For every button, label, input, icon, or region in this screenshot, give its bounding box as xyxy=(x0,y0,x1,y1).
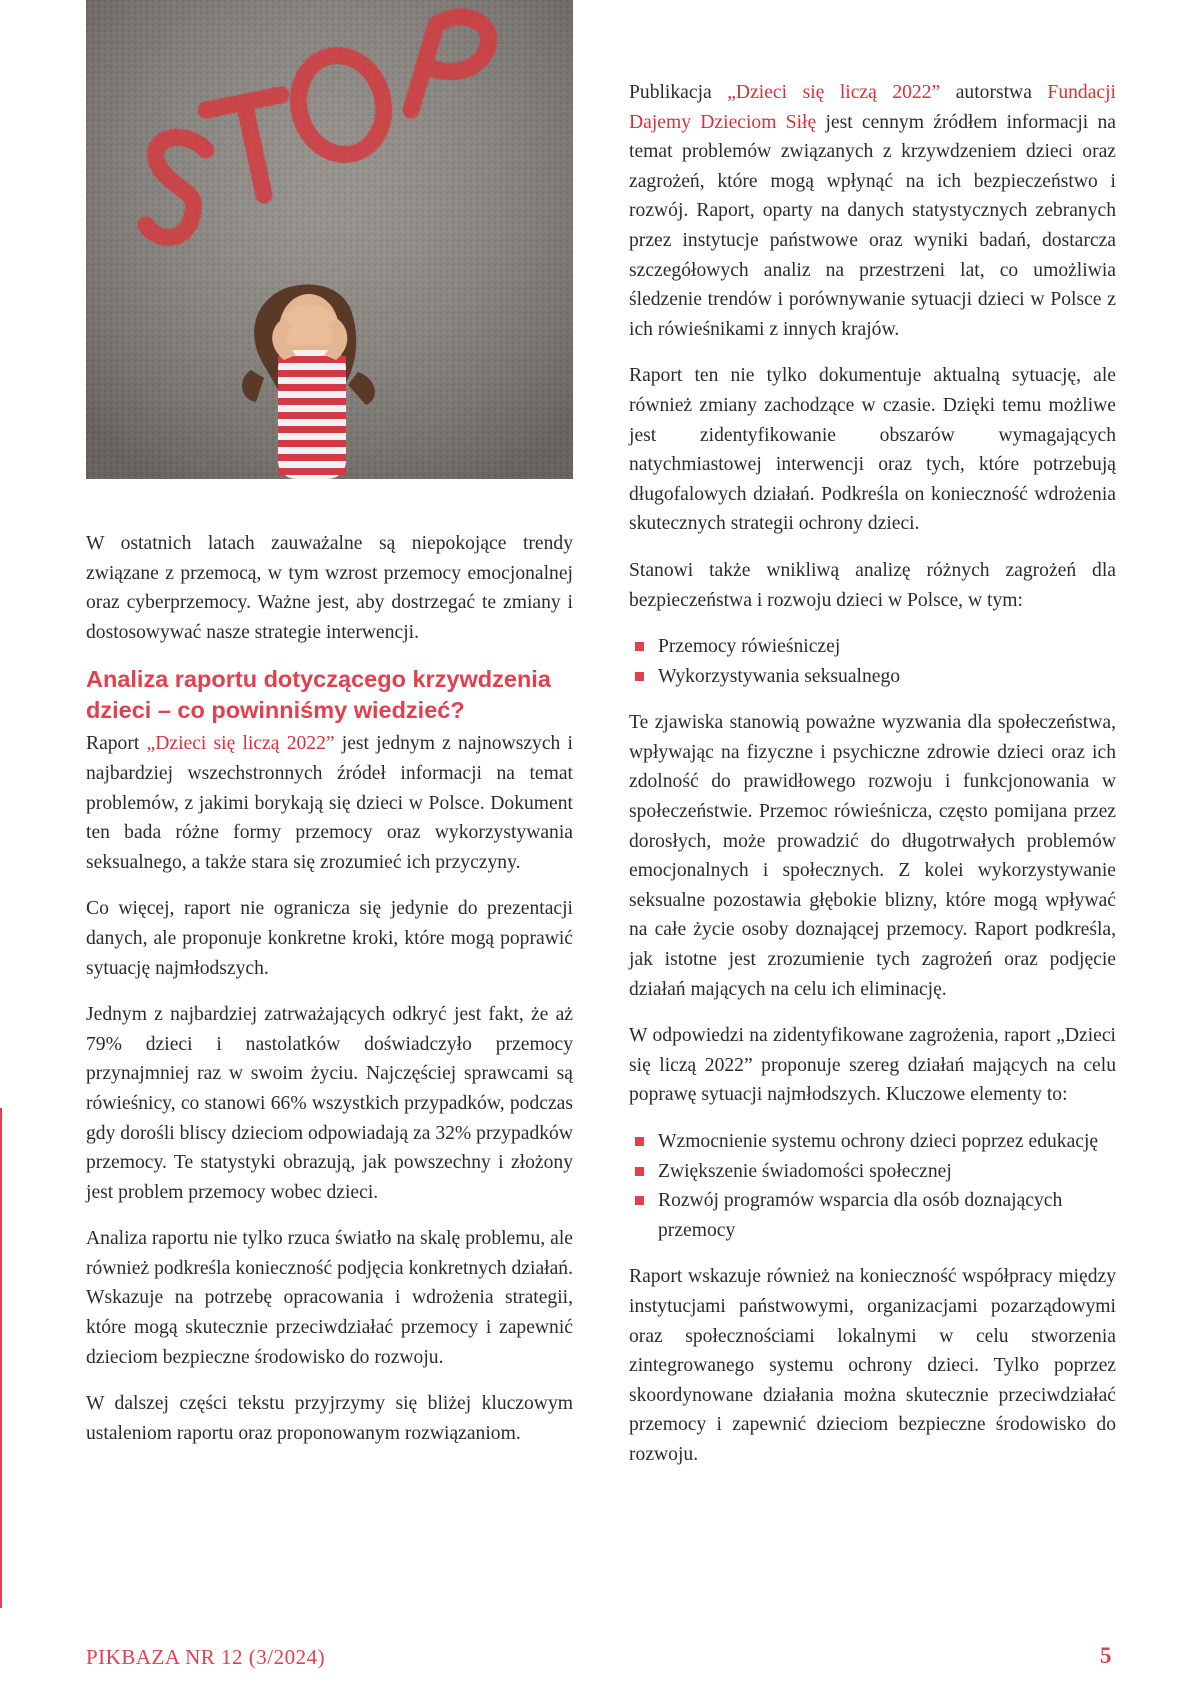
left-column xyxy=(86,529,573,1448)
paragraph-challenges: Te zjawiska stanowią poważne wyzwania dla społeczeństwa, wpływając na fizyczne i psychiczne zdrowie dzieci oraz ich zdolność do prawidłowego rozwoju i funkcjonowania w społeczeństwie. Przemoc rówieśnicza, często pomijana przez dorosłych, może prowadzić do długotrwałych problemów emocjonalnych i społecznych. Z kolei wykorzystywanie seksualne pozostawia głębokie blizny, które mogą wpływać na całe życie osoby doznającej przemocy. Raport podkreśla, jak istotne jest zrozumienie tych zagrożeń oraz podjęcie działań mających na celu ich eliminację. xyxy=(629,712,1116,1000)
list-item-label: Wzmocnienie systemu ochrony dzieci poprzez edukację xyxy=(658,1131,1099,1152)
publication-paragraph xyxy=(629,78,1116,344)
list-item xyxy=(629,1157,1116,1187)
left-edge-rule xyxy=(0,1108,2,1608)
magazine-issue-label: PIKBAZA NR 12 (3/2024) xyxy=(86,1645,326,1669)
list-item-label: Wykorzystywania seksualnego xyxy=(658,665,901,687)
list-item-label: Zwiększenie świadomości społecznej xyxy=(658,1160,952,1182)
section-heading-line1: Analiza raportu dotyczącego krzywdzenia xyxy=(86,666,551,693)
paragraph-threats-intro: Stanowi także wnikliwą analizę różnych zagrożeń dla bezpieczeństwa i rozwoju dzieci w Polsce, w tym: xyxy=(629,559,1116,611)
paragraph-cooperation: Raport wskazuje również na konieczność współpracy między instytucjami państwowymi, organizacjami pozarządowymi oraz społecznościami lokalnymi w celu stworzenia zintegrowanego systemu ochrony dzieci. Tylko poprzez skoordynowane działania można skutecznie przeciwdziałać przemocy i zapewnić dzieciom bezpieczne środowisko do rozwoju. xyxy=(629,1266,1116,1465)
list-item xyxy=(629,1127,1116,1157)
paragraph-analysis: Analiza raportu nie tylko rzuca światło na skalę problemu, ale również podkreśla konieczność podjęcia konkretnych działań. Wskazuje na potrzebę opracowania i wdrożenia strategii, które mogą skutecznie przeciwdziałać przemocy i zapewnić dzieciom bezpieczne środowisko do rozwoju. xyxy=(86,1228,573,1368)
key-elements-list xyxy=(629,1127,1116,1245)
threats-list xyxy=(629,632,1116,691)
text-fragment: jest cennym źródłem informacji na temat problemów związanych z krzywdzeniem dzieci oraz zagrożeń, które mogą wpłynąć na ich bezpieczeństwo i rozwój. Raport, oparty na danych statystycznych zebranych przez instytucje państwowe oraz wyniki badań, dostarcza szczegółowych analiz na przestrzeni lat, co umożliwia śledzenie trendów i porównywanie sytuacji dzieci w Polsce z ich rówieśnikami z innych krajów. xyxy=(629,111,1116,340)
report-title-highlight: „Dzieci się liczą 2022” xyxy=(146,733,335,755)
report-intro-paragraph xyxy=(86,729,573,877)
text-fragment: Publikacja xyxy=(629,82,728,103)
list-item xyxy=(629,632,1116,662)
bullet-square-icon xyxy=(635,1167,644,1176)
page-number: 5 xyxy=(1100,1643,1112,1668)
section-heading-line2: dzieci – co powinniśmy wiedzieć? xyxy=(86,697,465,724)
article-photo xyxy=(86,0,573,479)
paragraph-outlook: W dalszej części tekstu przyjrzymy się bliżej kluczowym ustaleniom raportu oraz proponowanym rozwiązaniom. xyxy=(86,1393,573,1444)
bullet-square-icon xyxy=(635,1137,644,1146)
section-heading xyxy=(86,664,573,726)
text-fragment: autorstwa xyxy=(940,82,1048,103)
bullet-square-icon xyxy=(635,672,644,681)
list-item-label: Rozwój programów wsparcia dla osób doznających przemocy xyxy=(658,1190,1063,1241)
text-fragment: jest jednym z najnowszych i najbardziej wszechstronnych źródeł informacji na temat problemów, z jakimi borykają się dzieci w Polsce. Dokument ten bada różne formy przemocy oraz wykorzystywania seksualnego, a także stara się zrozumieć ich przyczyny. xyxy=(86,733,573,873)
intro-paragraph: W ostatnich latach zauważalne są niepokojące trendy związane z przemocą, w tym wzrost przemocy emocjonalnej oraz cyberprzemocy. Ważne jest, aby dostrzegać te zmiany i dostosowywać nasze strategie interwencji. xyxy=(86,533,573,643)
right-column xyxy=(629,78,1116,1470)
report-title-highlight: „Dzieci się liczą 2022” xyxy=(727,82,941,103)
foundation-name-highlight: Fundacji Dajemy Dzieciom Siłę xyxy=(629,82,1116,133)
bullet-square-icon xyxy=(635,642,644,651)
bullet-square-icon xyxy=(635,1196,644,1205)
list-item xyxy=(629,1186,1116,1245)
text-fragment: Raport xyxy=(86,733,147,755)
list-item-label: Przemocy rówieśniczej xyxy=(658,636,841,658)
paragraph-trends: Raport ten nie tylko dokumentuje aktualną sytuację, ale również zmiany zachodzące w czasie. Dzięki temu możliwe jest zidentyfikowanie obszarów wymagających natychmiastowej interwencji oraz tych, które potrzebują długofalowych działań. Podkreśla on konieczność wdrożenia skutecznych strategii ochrony dzieci. xyxy=(629,365,1116,535)
list-item xyxy=(629,662,1116,692)
paragraph-steps: Co więcej, raport nie ogranicza się jedynie do prezentacji danych, ale proponuje konkretne kroki, które mogą poprawić sytuację najmłodszych. xyxy=(86,898,573,979)
stop-graffiti-illustration xyxy=(86,0,573,479)
paragraph-response: W odpowiedzi na zidentyfikowane zagrożenia, raport „Dzieci się liczą 2022” proponuje szereg działań mających na celu poprawę sytuacji najmłodszych. Kluczowe elementy to: xyxy=(629,1025,1116,1106)
paragraph-statistics: Jednym z najbardziej zatrważających odkryć jest fakt, że aż 79% dzieci i nastolatków doświadczyło przemocy przynajmniej raz w swoim życiu. Najczęściej sprawcami są rówieśnicy, co stanowi 66% wszystkich przypadków, podczas gdy dorośli bliscy dzieciom odpowiadają za 32% przypadków przemocy. Te statystyki obrazują, jak powszechny i złożony jest problem przemocy wobec dzieci. xyxy=(86,1004,573,1203)
